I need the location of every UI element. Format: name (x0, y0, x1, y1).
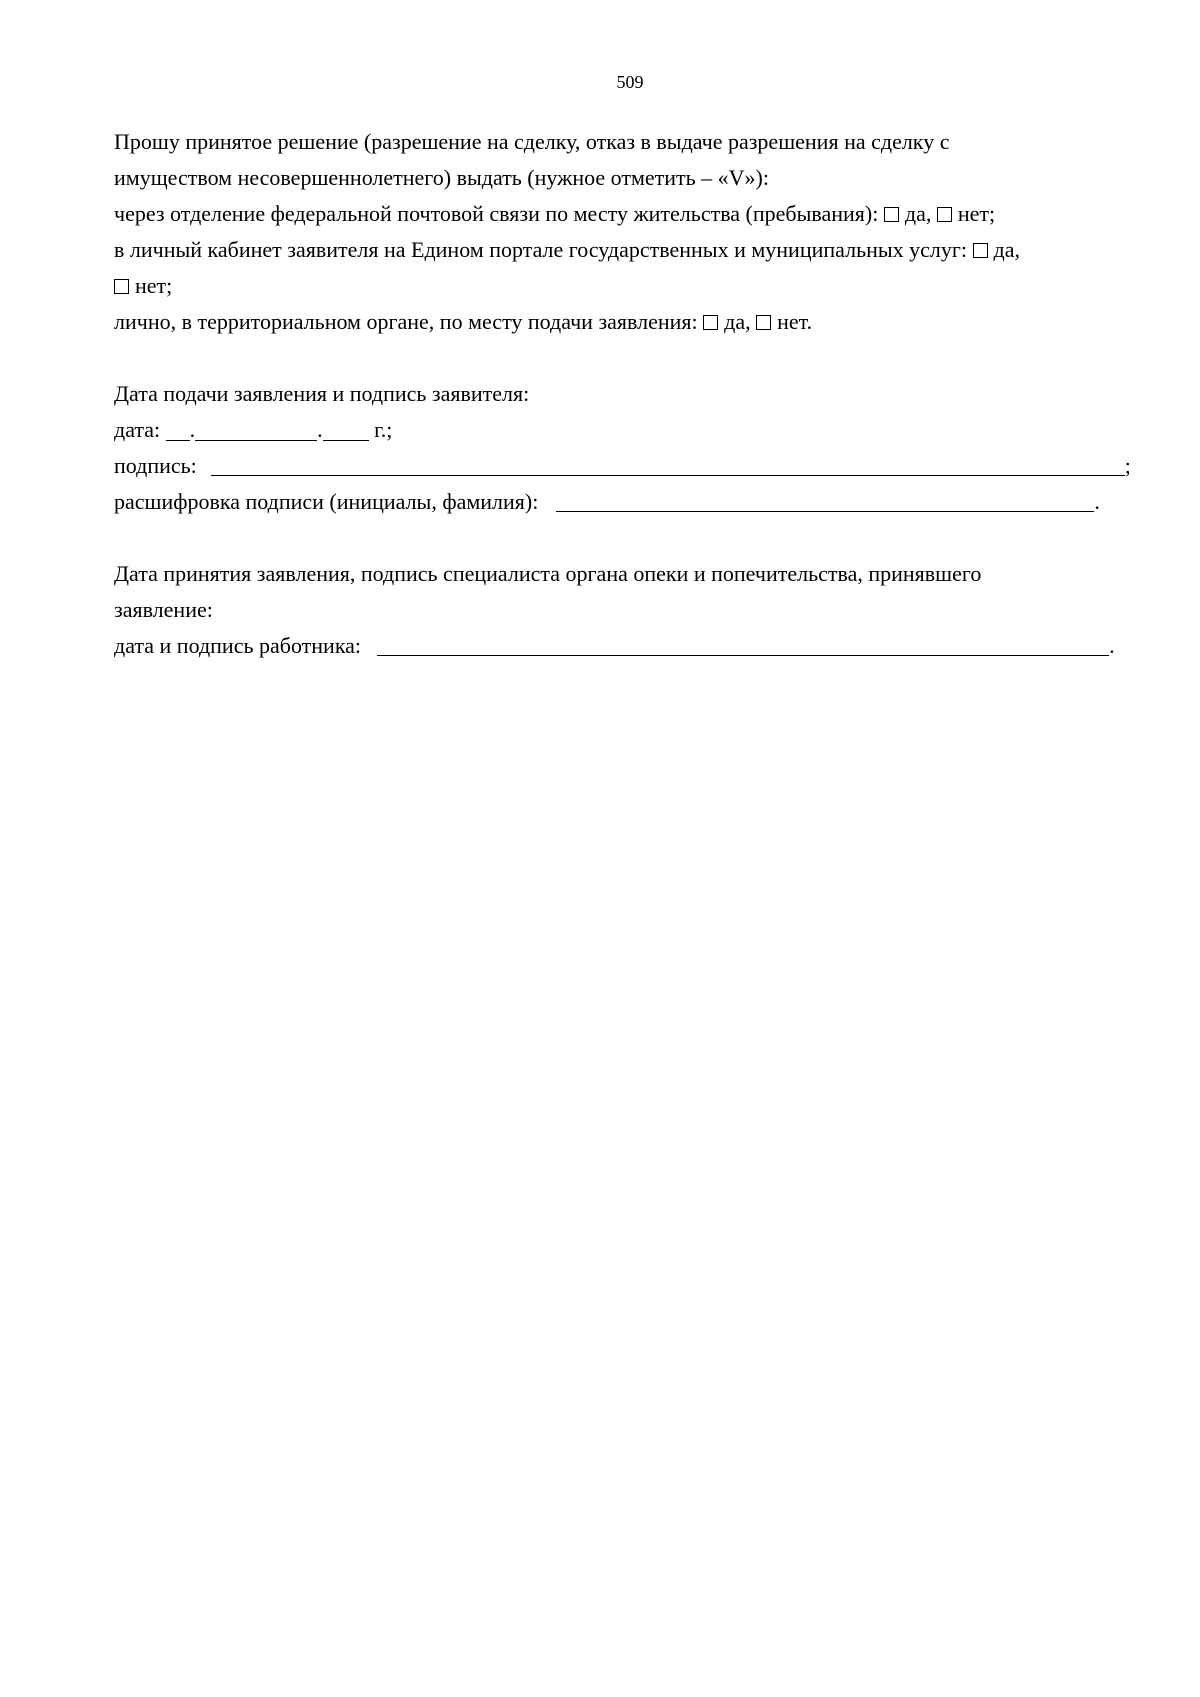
worker-sign-field[interactable] (377, 631, 1109, 656)
signature-field[interactable] (211, 451, 1125, 476)
post-no-label: нет; (957, 201, 996, 226)
worker-row (114, 628, 1144, 664)
delivery-option-portal-cont (114, 268, 1144, 304)
date-year-field[interactable] (323, 416, 369, 441)
delivery-option-personal-text: лично, в территориальном органе, по месту подачи заявления: (114, 309, 698, 334)
decoding-label: расшифровка подписи (инициалы, фамилия): (114, 489, 539, 514)
worker-end: . (1109, 633, 1115, 658)
decoding-end: . (1094, 489, 1100, 514)
personal-no-checkbox[interactable] (756, 315, 771, 330)
portal-yes-label: да, (993, 237, 1021, 262)
delivery-option-post (114, 196, 1144, 232)
applicant-sign-heading: Дата подачи заявления и подпись заявителя: (114, 381, 530, 406)
portal-no-label: нет; (135, 273, 173, 298)
date-row (114, 412, 1144, 448)
post-yes-checkbox[interactable] (884, 207, 899, 222)
post-yes-label: да, (904, 201, 932, 226)
delivery-option-portal (114, 232, 1144, 268)
decoding-row (114, 484, 1144, 520)
signature-end: ; (1124, 453, 1131, 478)
personal-yes-label: да, (724, 309, 751, 334)
signature-row (114, 448, 1144, 484)
document-body (114, 124, 1144, 664)
date-label: дата: (114, 417, 161, 442)
date-separator: . (317, 417, 323, 442)
post-no-checkbox[interactable] (937, 207, 952, 222)
portal-yes-checkbox[interactable] (973, 243, 988, 258)
date-day-field[interactable] (166, 416, 190, 441)
date-separator: . (189, 417, 196, 442)
date-month-field[interactable] (195, 416, 317, 441)
delivery-intro-line2: имуществом несовершеннолетнего) выдать (нужное отметить – «V»): (114, 165, 769, 190)
acceptance-heading-line2: заявление: (114, 597, 213, 622)
delivery-option-portal-text: в личный кабинет заявителя на Едином портале государственных и муниципальных услуг: (114, 237, 968, 262)
signature-label: подпись: (114, 453, 197, 478)
page-number: 509 (616, 72, 644, 92)
personal-yes-checkbox[interactable] (703, 315, 718, 330)
delivery-intro-line1: Прошу принятое решение (разрешение на сделку, отказ в выдаче разрешения на сделку с (114, 129, 950, 154)
portal-no-checkbox[interactable] (114, 279, 129, 294)
delivery-option-post-text: через отделение федеральной почтовой связи по месту жительства (пребывания): (114, 201, 879, 226)
acceptance-heading-line1: Дата принятия заявления, подпись специалиста органа опеки и попечительства, принявшего (114, 561, 982, 586)
worker-label: дата и подпись работника: (114, 633, 362, 658)
delivery-option-personal (114, 304, 1144, 340)
date-suffix: г.; (374, 417, 393, 442)
personal-no-label: нет. (777, 309, 813, 334)
decoding-field[interactable] (556, 487, 1094, 512)
